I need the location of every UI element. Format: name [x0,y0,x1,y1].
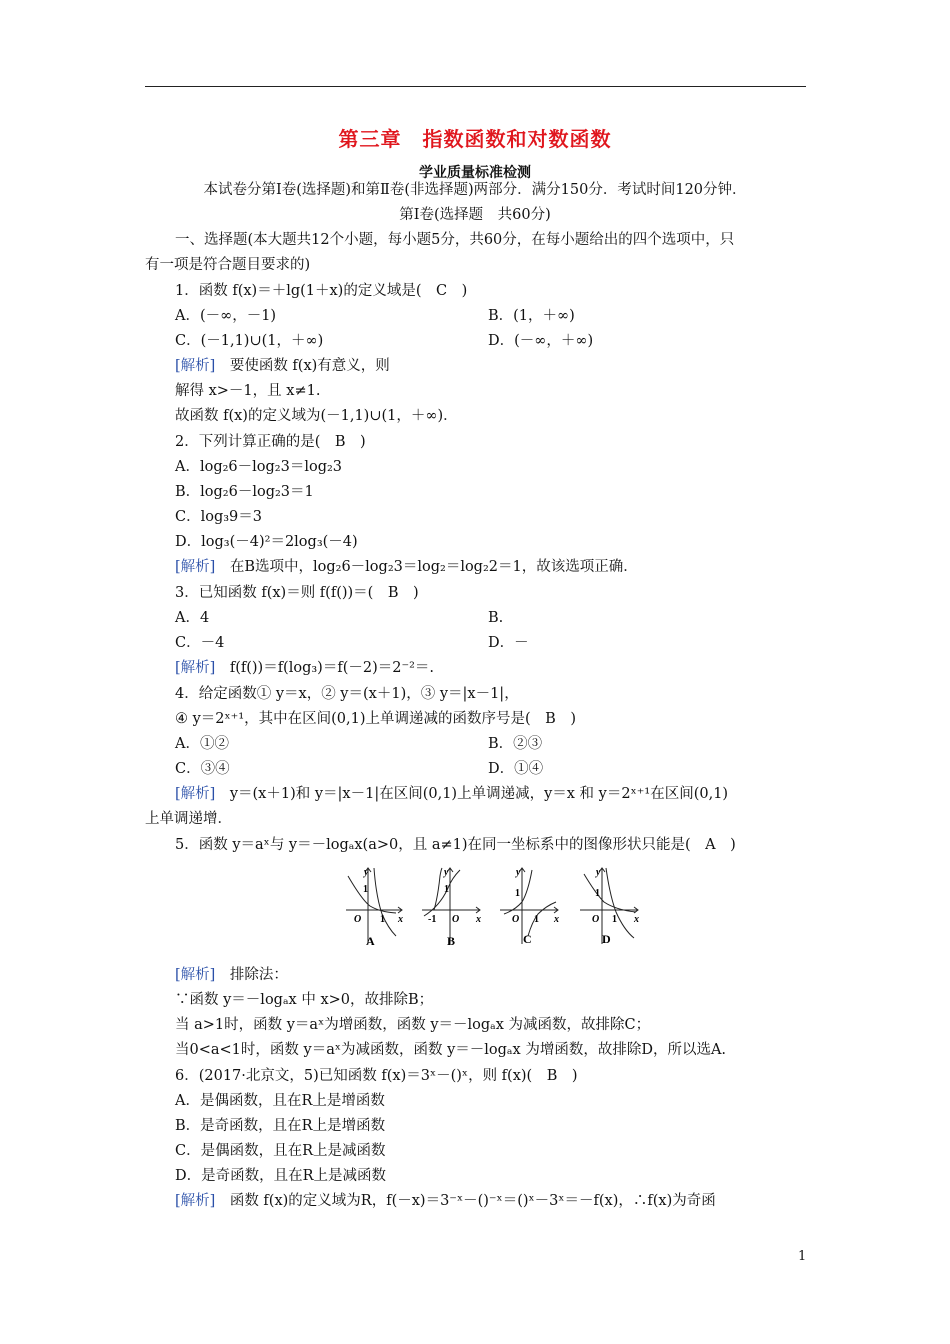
one-label: 1 [363,884,368,895]
q6-analysis: [解析] 函数 f(x)的定义域为R，f(－x)＝3⁻ˣ－()⁻ˣ＝()ˣ－3ˣ＝－f(x)，∴f(x)为奇函 [175,1193,716,1209]
q2-option-a: A．log₂6－log₂3＝log₂3 [175,459,343,475]
q3-option-b: B. [488,610,504,626]
one-label: 1 [444,884,449,895]
q4-option-c: C．③④ [175,761,230,777]
origin-label: O [354,914,362,925]
q5-graph-options [340,866,640,956]
q2-option-c: C．log₃9＝3 [175,509,263,525]
instructions-line-1: 一、选择题(本大题共12个小题，每小题5分，共60分，在每小题给出的四个选项中，只 [175,232,735,248]
question-2: 2．下列计算正确的是( B ) [175,434,366,450]
question-5: 5．函数 y＝aˣ与 y＝－logₐx(a>0，且 a≠1)在同一坐标系中的图像形状只能是( A ) [175,837,736,853]
neg-one-label: -1 [428,914,437,925]
q1-analysis-line-2: 解得 x>－1，且 x≠1. [175,383,321,399]
q5-analysis-line-3: 当 a>1时，函数 y＝aˣ为增函数，函数 y＝－logₐx 为减函数，故排除C； [175,1017,651,1033]
graph-panel-a [346,868,402,944]
q1-analysis-line-1: [解析] 要使函数 f(x)有意义，则 [175,358,390,374]
q5-analysis-line-4: 当0<a<1时，函数 y＝aˣ为减函数，函数 y＝－logₐx 为增函数，故排除D，所以选A. [175,1042,727,1058]
question-4-cont: ④ y＝2ˣ⁺¹，其中在区间(0,1)上单调递减的函数序号是( B ) [175,711,576,727]
one-label: 1 [612,914,617,925]
q4-analysis-cont: 上单调递增． [145,811,232,827]
q4-analysis: [解析] y＝(x＋1)和 y＝|x－1|在区间(0,1)上单调递减，y＝x 和 y＝2ˣ⁺¹在区间(0,1) [175,786,729,802]
axis-y-label: y [364,867,369,878]
origin-label: O [512,914,520,925]
one-label: 1 [380,914,385,925]
axis-x-label: x [398,914,403,925]
header-rule [145,86,806,87]
question-6: 6．(2017·北京文，5)已知函数 f(x)＝3ˣ－()ˣ，则 f(x)( B ) [175,1068,578,1084]
panel-label-b: B [447,934,456,948]
q3-option-c: C．－4 [175,635,225,651]
q6-option-d: D．是奇函数，且在R上是减函数 [175,1168,387,1184]
panel-label-a: A [366,934,375,948]
q6-option-b: B．是奇函数，且在R上是增函数 [175,1118,386,1134]
q1-analysis-line-3: 故函数 f(x)的定义域为(－1,1)∪(1，＋∞)． [175,408,458,424]
axis-x-label: x [476,914,481,925]
section-subtitle: 学业质量标准检测 [419,165,531,181]
q4-option-b: B．②③ [488,736,543,752]
chapter-title: 第三章 指数函数和对数函数 [338,127,612,151]
question-1: 1．函数 f(x)＝＋lg(1＋x)的定义域是( C ) [175,283,468,299]
q6-option-a: A．是偶函数，且在R上是增函数 [175,1093,385,1109]
one-label: 1 [595,888,600,899]
q3-analysis: [解析] f(f())＝f(log₃)＝f(－2)＝2⁻²＝. [175,660,435,676]
q5-graphs-svg [340,866,640,956]
question-4: 4．给定函数① y＝x，② y＝(x＋1)，③ y＝|x－1|， [175,686,519,702]
axis-y-label: y [516,867,521,878]
q1-option-a: A．(－∞，－1) [175,308,277,324]
origin-label: O [592,914,600,925]
q4-option-a: A．①② [175,736,229,752]
q2-option-d: D．log₃(－4)²＝2log₃(－4) [175,534,358,550]
intro-text: 本试卷分第Ⅰ卷(选择题)和第Ⅱ卷(非选择题)两部分．满分150分．考试时间120分钟． [203,182,747,198]
page-number: 1 [798,1249,807,1264]
q2-analysis: [解析] 在B选项中，log₂6－log₂3＝log₂＝log₂2＝1，故该选项正确． [175,559,638,575]
q6-option-c: C．是偶函数，且在R上是减函数 [175,1143,386,1159]
q1-option-d: D．(－∞，＋∞) [488,333,594,349]
axis-x-label: x [634,914,639,925]
one-label: 1 [534,914,539,925]
panel-label-c: C [523,932,532,946]
axis-x-label: x [554,914,559,925]
origin-label: O [452,914,460,925]
panel-label-d: D [602,932,611,946]
q5-analysis-line-2: ∵函数 y＝－logₐx 中 x>0，故排除B； [175,992,434,1008]
axis-y-label: y [444,867,449,878]
analysis-tag: [解析] [175,358,216,374]
q3-option-a: A．4 [175,610,210,626]
question-3: 3．已知函数 f(x)＝则 f(f())＝( B ) [175,585,419,601]
q1-option-b: B．(1，＋∞) [488,308,575,324]
part1-title: 第Ⅰ卷(选择题 共60分) [399,207,551,223]
q1-option-c: C．(－1,1)∪(1，＋∞) [175,333,324,349]
one-label: 1 [515,888,520,899]
instructions-line-2: 有一项是符合题目要求的) [145,257,311,273]
q5-analysis: [解析] 排除法： [175,967,288,983]
q2-option-b: B．log₂6－log₂3＝1 [175,484,314,500]
graph-panel-b [422,868,480,944]
q3-option-d: D．－ [488,635,529,651]
axis-y-label: y [596,867,601,878]
q4-option-d: D．①④ [488,761,544,777]
